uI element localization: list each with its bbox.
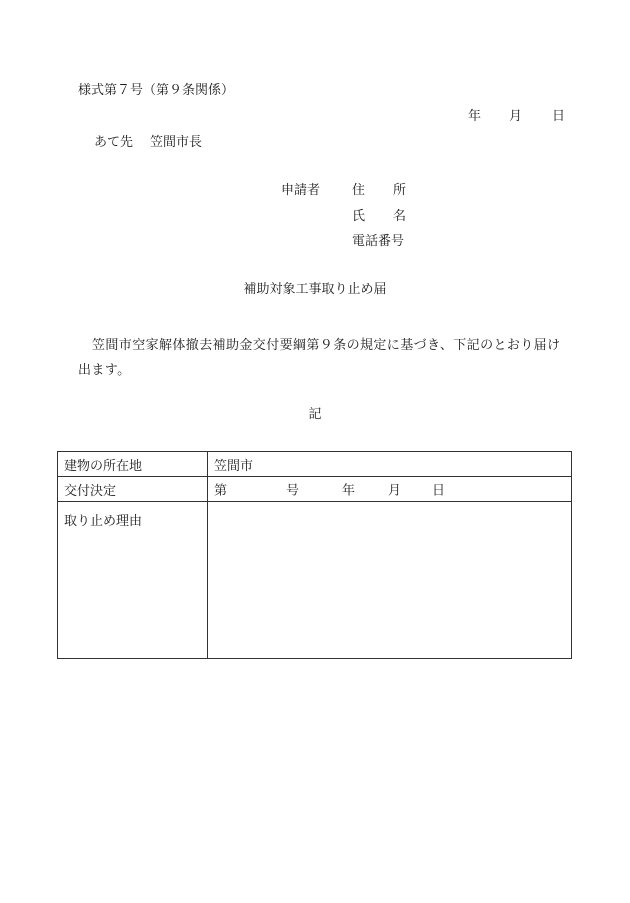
addressee-name: 笠間市長 [150, 135, 203, 150]
body-paragraph [78, 333, 568, 383]
decision-value [208, 477, 572, 502]
ki-heading: 記 [308, 407, 322, 422]
location-value: 笠間市 [208, 452, 572, 477]
date-month: 月 [509, 109, 523, 124]
reason-label: 取り止め理由 [58, 502, 208, 659]
decision-go: 号 [286, 483, 300, 499]
applicant-label: 申請者 [281, 183, 321, 198]
phone-label: 電話番号 [352, 234, 405, 249]
address-label-second: 所 [393, 183, 407, 198]
decision-label: 交付決定 [58, 477, 208, 502]
form-number: 様式第７号（第９条関係） [78, 83, 235, 98]
addressee-label: あて先 [94, 135, 134, 150]
location-label: 建物の所在地 [58, 452, 208, 477]
info-table [57, 451, 572, 659]
name-label-first: 氏 [352, 209, 366, 224]
table-row [58, 452, 572, 477]
decision-month: 月 [388, 483, 402, 499]
table-row [58, 502, 572, 659]
address-label-first: 住 [352, 183, 366, 198]
document-title: 補助対象工事取り止め届 [243, 282, 387, 297]
body-text: 笠間市空家解体撤去補助金交付要綱第９条の規定に基づき、下記のとおり届け出ます。 [78, 338, 561, 378]
date-day: 日 [552, 109, 566, 124]
date-year: 年 [468, 109, 482, 124]
table-row [58, 477, 572, 502]
decision-year: 年 [342, 483, 356, 499]
decision-dai: 第 [214, 483, 228, 499]
decision-day: 日 [432, 483, 446, 499]
name-label-second: 名 [393, 209, 407, 224]
reason-value [208, 502, 572, 659]
